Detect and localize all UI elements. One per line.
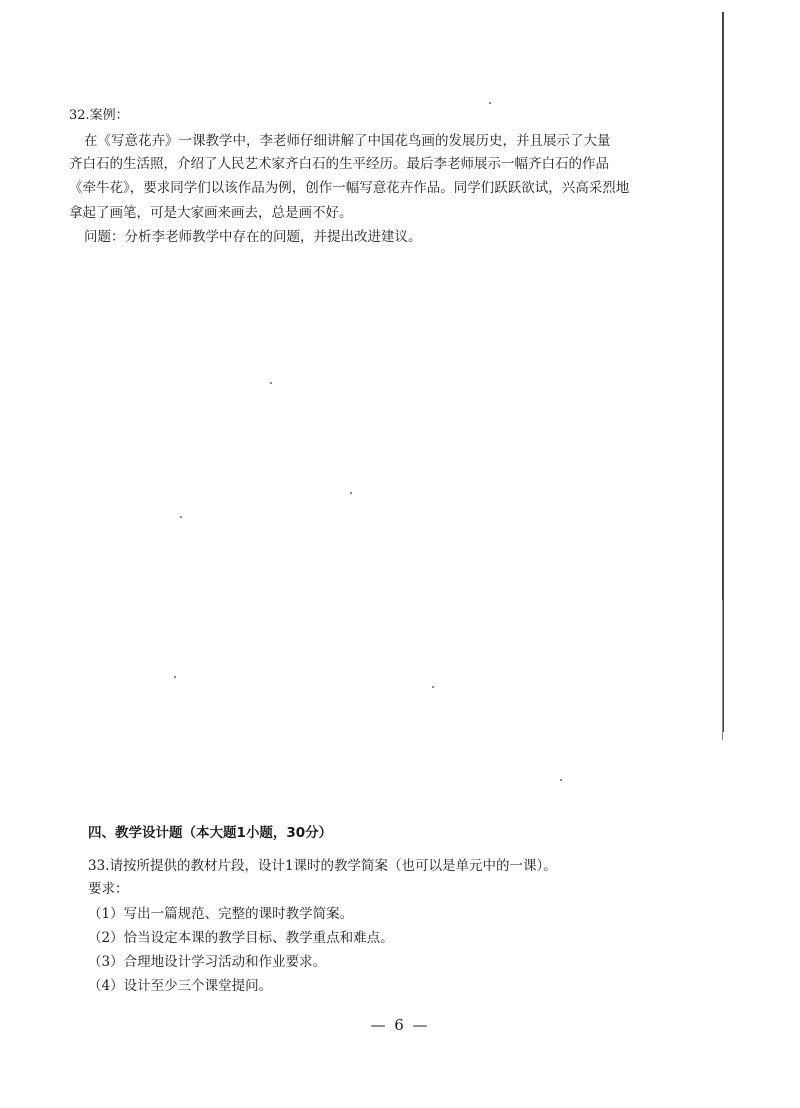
case-body-line: 拿起了画笔，可是大家画来画去，总是画不好。 — [69, 205, 353, 221]
scan-edge-line-faint — [722, 600, 723, 740]
case-body-line: 齐白石的生活照，介绍了人民艺术家齐白石的生平经历。最后李老师展示一幅齐白石的作品 — [69, 156, 609, 172]
requirement-item: （4）设计至少三个课堂提问。 — [88, 978, 273, 994]
scan-speck — [180, 516, 182, 518]
scan-speck — [432, 686, 434, 688]
requirement-item: （2）恰当设定本课的教学目标、教学重点和难点。 — [88, 930, 394, 946]
case-body-line: 在《写意花卉》一课教学中，李老师仔细讲解了中国花鸟画的发展历史，并且展示了大量 — [84, 133, 611, 149]
scan-speck — [489, 102, 491, 104]
requirements-label: 要求： — [88, 881, 129, 897]
scan-speck — [270, 382, 272, 384]
case-title: 32.案例： — [69, 108, 129, 123]
scan-speck — [174, 676, 176, 678]
scan-speck — [560, 779, 562, 781]
requirement-item: （1）写出一篇规范、完整的课时教学简案。 — [88, 906, 354, 922]
section-heading: 四、教学设计题（本大题1小题，30分） — [88, 825, 333, 841]
scan-speck — [350, 492, 352, 494]
case-body-line: 《牵牛花》，要求同学们以该作品为例，创作一幅写意花卉作品。同学们跃跃欲试，兴高采烈地 — [69, 180, 630, 196]
question-33-stem: 33.请按所提供的教材片段，设计1课时的教学简案（也可以是单元中的一课）。 — [88, 858, 557, 874]
case-question: 问题：分析李老师教学中存在的问题，并提出改进建议。 — [84, 229, 422, 245]
page-number: — 6 — — [370, 1016, 430, 1034]
requirement-item: （3）合理地设计学习活动和作业要求。 — [88, 954, 327, 970]
